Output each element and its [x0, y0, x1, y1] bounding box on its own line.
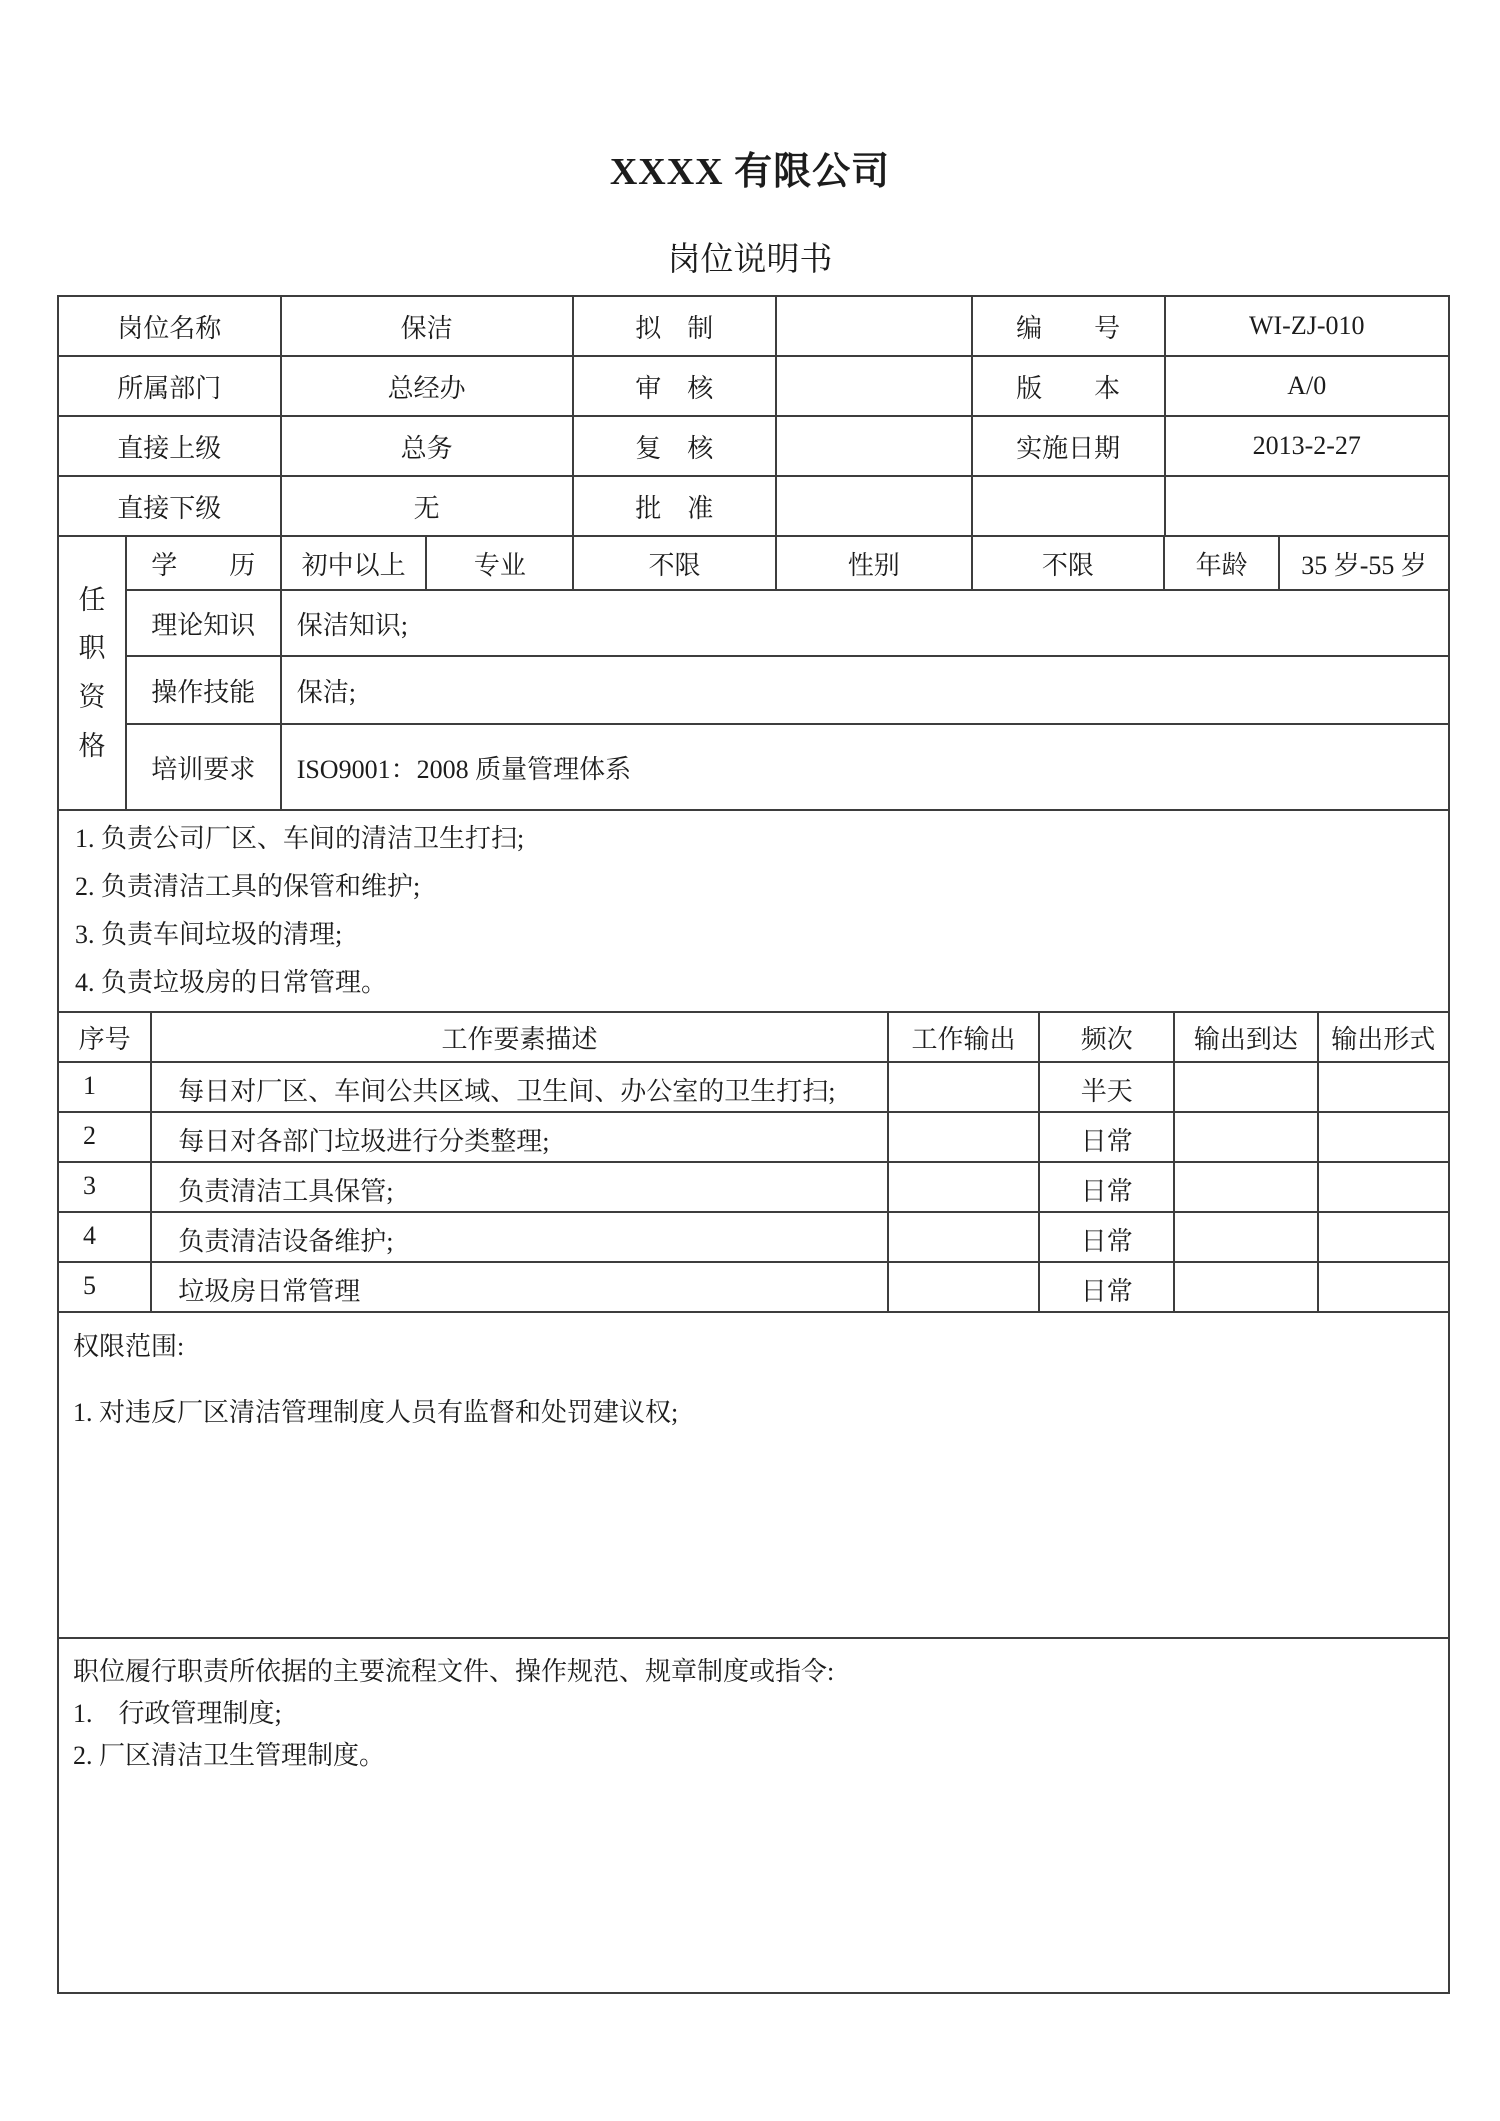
col-header-description: 工作要素描述: [151, 1012, 888, 1062]
reviewed-by-value: [776, 356, 972, 416]
table-row: [58, 1212, 1449, 1262]
version-value: A/0: [1165, 356, 1450, 416]
major-value: 不限: [573, 536, 776, 590]
company-title: XXXX 有限公司: [609, 151, 891, 193]
qualifications-section-cell: [58, 536, 126, 810]
basis-cell: [58, 1638, 1449, 1993]
info-row-superior: [58, 416, 1449, 476]
qualifications-table: [57, 535, 1450, 811]
authority-item: 1. 对违反厂区清洁管理制度人员有监督和处罚建议权;: [73, 1398, 679, 1427]
effective-date-value: 2013-2-27: [1165, 416, 1450, 476]
duties-row: [58, 810, 1449, 1012]
basis-item: 1. 行政管理制度;: [73, 1699, 282, 1728]
row-index: 5: [58, 1262, 151, 1312]
approved-by-label: 批 准: [573, 476, 776, 536]
duties-table: [57, 809, 1450, 1013]
row-index: 1: [58, 1062, 151, 1112]
row-index: 2: [58, 1112, 151, 1162]
position-name-value: 保洁: [281, 296, 573, 356]
drafted-by-label: 拟 制: [573, 296, 776, 356]
major-label: 专业: [426, 536, 573, 590]
row-frequency: 日常: [1039, 1212, 1174, 1262]
qualification-row-skill: [58, 656, 1449, 724]
info-row-position: [58, 296, 1449, 356]
department-label: 所属部门: [58, 356, 281, 416]
row-format: [1318, 1062, 1449, 1112]
row-destination: [1174, 1062, 1317, 1112]
superior-value: 总务: [281, 416, 573, 476]
col-header-destination: 输出到达: [1174, 1012, 1317, 1062]
gender-label: 性别: [776, 536, 972, 590]
col-header-format: 输出形式: [1318, 1012, 1449, 1062]
doc-title: 岗位说明书: [667, 242, 833, 278]
theory-knowledge-label: 理论知识: [126, 590, 281, 656]
row-format: [1318, 1262, 1449, 1312]
qualification-row-training: [58, 724, 1449, 810]
row-description: 负责清洁设备维护;: [151, 1212, 888, 1262]
row-index: 4: [58, 1212, 151, 1262]
row-output: [888, 1162, 1040, 1212]
drafted-by-value: [776, 296, 972, 356]
info-row-department: [58, 356, 1449, 416]
row-frequency: 日常: [1039, 1262, 1174, 1312]
info-empty-value: [1165, 476, 1450, 536]
table-row: [58, 1112, 1449, 1162]
rechecked-by-value: [776, 416, 972, 476]
info-row-subordinate: [58, 476, 1449, 536]
duties-cell: [58, 810, 1449, 1012]
qualification-row-theory: [58, 590, 1449, 656]
operation-skill-value: 保洁;: [281, 656, 1449, 724]
row-destination: [1174, 1212, 1317, 1262]
row-description: 负责清洁工具保管;: [151, 1162, 888, 1212]
rechecked-by-label: 复 核: [573, 416, 776, 476]
version-label: 版 本: [972, 356, 1165, 416]
row-format: [1318, 1112, 1449, 1162]
duty-item: 4. 负责垃圾房的日常管理。: [75, 968, 388, 997]
superior-label: 直接上级: [58, 416, 281, 476]
row-destination: [1174, 1112, 1317, 1162]
age-label: 年龄: [1164, 536, 1279, 590]
authority-title: 权限范围:: [73, 1332, 185, 1361]
row-description: 每日对各部门垃圾进行分类整理;: [151, 1112, 888, 1162]
table-row: [58, 1262, 1449, 1312]
authority-table: [57, 1311, 1450, 1639]
form-body: [57, 295, 1450, 1994]
work-table-header-row: [58, 1012, 1449, 1062]
effective-date-label: 实施日期: [972, 416, 1165, 476]
approved-by-value: [776, 476, 972, 536]
basis-row: [58, 1638, 1449, 1993]
training-requirement-label: 培训要求: [126, 724, 281, 810]
gender-value: 不限: [972, 536, 1165, 590]
work-elements-table: [57, 1011, 1450, 1313]
table-row: [58, 1062, 1449, 1112]
row-index: 3: [58, 1162, 151, 1212]
row-destination: [1174, 1262, 1317, 1312]
theory-knowledge-value: 保洁知识;: [281, 590, 1449, 656]
subordinate-value: 无: [281, 476, 573, 536]
duty-item: 1. 负责公司厂区、车间的清洁卫生打扫;: [75, 824, 525, 853]
basis-table: [57, 1637, 1450, 1994]
duty-item: 2. 负责清洁工具的保管和维护;: [75, 872, 421, 901]
row-output: [888, 1112, 1040, 1162]
authority-row: [58, 1312, 1449, 1638]
duty-item: 3. 负责车间垃圾的清理;: [75, 920, 343, 949]
education-label: 学 历: [126, 536, 281, 590]
subordinate-label: 直接下级: [58, 476, 281, 536]
position-name-label: 岗位名称: [58, 296, 281, 356]
col-header-output: 工作输出: [888, 1012, 1040, 1062]
qualifications-section-label: 任职资格: [78, 584, 106, 761]
row-output: [888, 1262, 1040, 1312]
info-empty-label: [972, 476, 1165, 536]
training-requirement-value: ISO9001：2008 质量管理体系: [281, 724, 1449, 810]
education-value: 初中以上: [281, 536, 427, 590]
row-format: [1318, 1212, 1449, 1262]
department-value: 总经办: [281, 356, 573, 416]
col-header-frequency: 频次: [1039, 1012, 1174, 1062]
col-header-index: 序号: [58, 1012, 151, 1062]
row-format: [1318, 1162, 1449, 1212]
doc-number-value: WI-ZJ-010: [1165, 296, 1450, 356]
row-output: [888, 1062, 1040, 1112]
row-destination: [1174, 1162, 1317, 1212]
row-frequency: 日常: [1039, 1162, 1174, 1212]
age-value: 35 岁-55 岁: [1279, 536, 1449, 590]
row-output: [888, 1212, 1040, 1262]
reviewed-by-label: 审 核: [573, 356, 776, 416]
row-description: 垃圾房日常管理: [151, 1262, 888, 1312]
row-frequency: 日常: [1039, 1112, 1174, 1162]
basis-item: 2. 厂区清洁卫生管理制度。: [73, 1741, 386, 1770]
row-description: 每日对厂区、车间公共区域、卫生间、办公室的卫生打扫;: [151, 1062, 888, 1112]
qualification-row-education: [58, 536, 1449, 590]
row-frequency: 半天: [1039, 1062, 1174, 1112]
authority-cell: [58, 1312, 1449, 1638]
table-row: [58, 1162, 1449, 1212]
operation-skill-label: 操作技能: [126, 656, 281, 724]
doc-number-label: 编 号: [972, 296, 1165, 356]
basis-title: 职位履行职责所依据的主要流程文件、操作规范、规章制度或指令:: [73, 1657, 835, 1686]
info-table: [57, 295, 1450, 537]
